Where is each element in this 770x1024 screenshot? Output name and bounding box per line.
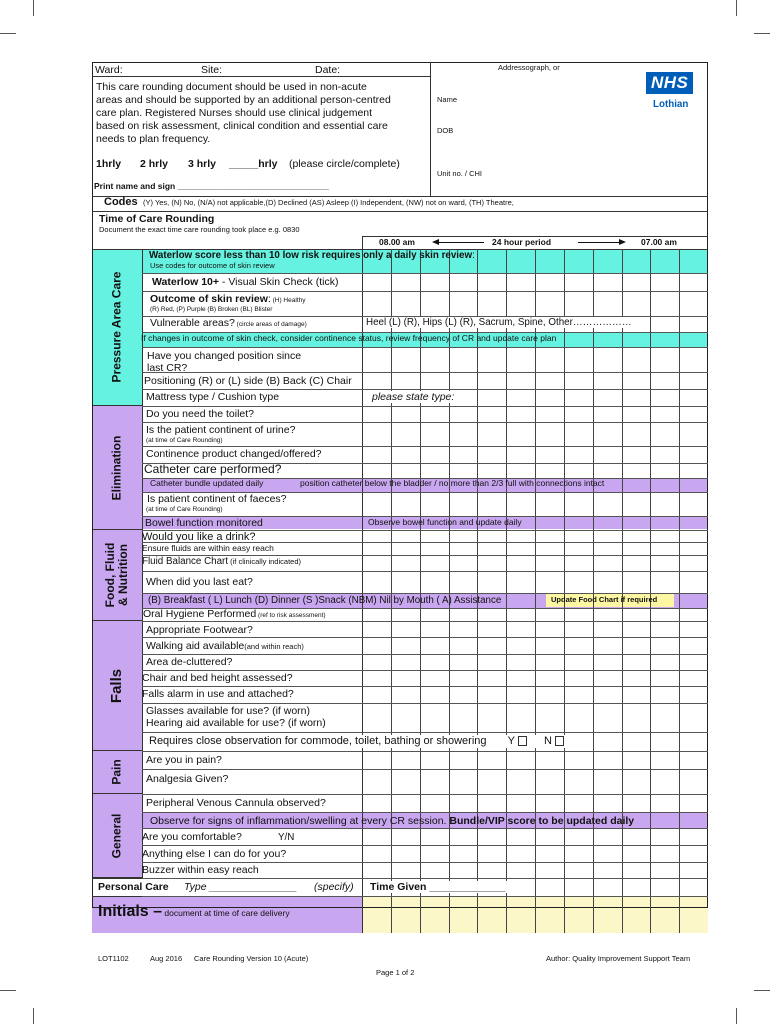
grid-row-line [142,769,708,770]
codes-text: (Y) Yes, (N) No, (N/A) not applicable,(D) Declined (AS) Asleep (I) Independent, (NW) not on ward, (TH) Theatre, [143,198,514,207]
grid-row-line [142,637,708,638]
grid-row-line [142,273,708,274]
grid-row-line [142,670,708,671]
grid-row-line [142,896,708,897]
freq-2hrly[interactable]: 2 hrly [140,158,169,170]
in-pain-label: Are you in pain? [146,754,222,766]
ward-label[interactable]: Ward: [95,64,123,76]
print-name-field[interactable]: Print name and sign ________________________________ [94,181,329,191]
oral-label: Oral Hygiene Performed (ref to risk assessment) [143,608,326,620]
intro-line: needs to plan frequency. [96,133,211,145]
initials-label: Initials – document at time of care delivery [98,903,290,920]
personal-care-type[interactable]: Type _______________ [184,881,298,893]
waterlow-band-title: Waterlow score less than 10 low risk requires only a daily skin review: [149,250,475,261]
fluid-chart-label: Fluid Balance Chart (if clinically indicated) [142,556,301,567]
crop-mark [33,0,34,16]
grid-row-line [142,621,708,622]
outcome-label: Outcome of skin review: (H) Healthy [150,293,306,305]
catheter-position: position catheter below the bladder / no more than 2/3 full with connections intact [300,478,605,488]
freq-custom[interactable]: _____hrly [229,158,278,170]
waterlow-label: Waterlow 10+ - Visual Skin Check (tick) [152,276,339,288]
grid-row-line [142,406,708,407]
unit-no-label: Unit no. / CHI [437,169,483,178]
crop-mark [736,1008,737,1024]
grid-row-line [142,751,708,752]
time-given-field[interactable]: Time Given _____________ [370,881,508,893]
dob-label: DOB [437,126,454,135]
freq-3hrly[interactable]: 3 hrly [188,158,217,170]
crop-mark [0,33,16,34]
grid-column-line [564,249,565,933]
crop-mark [0,990,16,991]
grid-column-line [679,249,680,933]
crop-mark [736,0,737,16]
at-time-note: (at time of Care Rounding) [146,437,223,444]
header-divider [430,62,431,196]
nhs-logo: NHS [646,72,693,94]
chair-bed-label: Chair and bed height assessed? [142,672,293,684]
personal-care-specify: (specify) [314,881,354,893]
grid-column-line [650,249,651,933]
bowel-label: Bowel function monitored [145,517,263,529]
continent-urine-label: Is the patient continent of urine? [146,424,296,436]
time-of-care-subtitle: Document the exact time care rounding took place e.g. 0830 [99,225,300,234]
fluids-reach-label: Ensure fluids are within easy reach [142,543,274,553]
grid-column-line [535,249,536,933]
section-pain: Pain [92,751,142,794]
crop-mark [754,33,770,34]
date-label[interactable]: Date: [315,64,341,76]
grid-row-line [142,372,708,373]
please-state-field[interactable]: please state type: [372,391,457,403]
waterlow-band-sub: Use codes for outcome of skin review [150,261,275,270]
time-start: 08.00 am [379,237,415,247]
codes-label: Codes [104,196,138,208]
skin-changes-note: If changes in outcome of skin check, consider continence status, review frequency of CR and update care plan [141,333,557,343]
catheter-bundle: Catheter bundle updated daily [150,478,264,488]
decluttered-label: Area de-cluttered? [146,656,233,668]
footer-author: Author: Quality Improvement Support Team [546,954,691,963]
lothian-logo-text: Lothian [653,99,689,110]
grid-row-line [142,862,708,863]
section-pressure: Pressure Area Care [92,249,142,406]
footwear-label: Appropriate Footwear? [146,624,253,636]
grid-row-line [142,654,708,655]
site-label[interactable]: Site: [201,64,223,76]
continent-faeces-label: Is patient continent of faeces? [147,493,287,505]
catheter-label: Catheter care performed? [144,462,282,476]
bowel-note: Observe bowel function and update daily [368,517,522,527]
footer-date: Aug 2016 [150,954,183,963]
rule [92,211,708,212]
analgesia-label: Analgesia Given? [146,773,229,785]
drink-label: Would you like a drink? [142,531,256,543]
outcome-codes: (R) Red, (P) Purple (B) Broken (BL) Blister [150,306,273,313]
crop-mark [754,990,770,991]
hearing-label: Hearing aid available for use? (if worn) [146,717,326,729]
grid-column-line [477,249,478,933]
intro-line: based on risk assessment, clinical condition and essential care [96,120,388,132]
grid-column-line [449,249,450,933]
rule [92,196,708,197]
arrow-left [436,242,484,243]
grid-column-line [593,249,594,933]
grid-row-line [142,845,708,846]
meals-codes: (B) Breakfast ( L) Lunch (D) Dinner (S )Snack (NBM) Nil by Mouth ( A) Assistance [148,595,502,606]
arrow-right [578,242,620,243]
header-line [92,76,430,77]
changed-position-label: Have you changed position since [147,350,302,362]
intro-line: This care rounding document should be used in non-acute [96,81,367,93]
time-period: 24 hour period [492,237,552,247]
grid-row-line [142,686,708,687]
time-of-care-title: Time of Care Rounding [99,213,215,225]
intro-line: care plan. Registered Nurses should use clinical judgement [96,107,373,119]
grid-row-line [142,593,708,594]
yn-label: Y/N [278,832,295,843]
falls-alarm-label: Falls alarm in use and attached? [142,688,294,700]
section-general: General [92,794,142,878]
comfortable-label: Are you comfortable? [142,831,242,843]
grid-row-line [142,422,708,423]
crop-mark [33,1008,34,1024]
arrow-right-head [619,239,626,245]
vulnerable-areas[interactable]: Heel (L) (R), Hips (L) (R), Sacrum, Spine, Other……………… [366,317,632,328]
walking-aid-label: Walking aid available(and within reach) [146,640,304,652]
glasses-label: Glasses available for use? (if worn) [146,705,310,717]
observe-note: Observe for signs of inflammation/swelling at every CR session. Bundle/VIP score to be updated daily [150,815,635,827]
section-food: Food, Fluid & Nutrition [92,530,142,621]
mattress-label: Mattress type / Cushion type [146,391,280,403]
footer-code: LOT1102 [98,954,129,963]
grid-row-line [142,703,708,704]
changed-position-label: last CR? [147,362,188,374]
grid-row-line [142,828,708,829]
update-food-note: Update Food Chart if required [551,595,658,604]
grid-column-line [420,249,421,933]
grid-row-line [142,446,708,447]
vulnerable-label: Vulnerable areas? (circle areas of damage) [150,317,307,329]
footer-version: Care Rounding Version 10 (Acute) [194,954,309,963]
grid-row-line [142,389,708,390]
grid-row-line [142,291,708,292]
grid-column-line [506,249,507,933]
continence-product-label: Continence product changed/offered? [146,448,322,460]
pvc-label: Peripheral Venous Cannula observed? [146,797,326,809]
positioning-label: Positioning (R) or (L) side (B) Back (C) Chair [144,375,352,387]
at-time-note: (at time of Care Rounding) [146,506,223,513]
intro-line: areas and should be supported by an additional person-centred [96,94,391,106]
freq-note: (please circle/complete) [289,158,400,170]
grid-row-line [142,794,708,795]
section-falls: Falls [92,621,142,751]
last-eat-label: When did you last eat? [146,576,253,588]
grid-column-line [391,249,392,933]
grid-row-line [142,732,708,733]
grid-row-line [142,878,708,879]
grid-row-line [142,812,708,813]
time-end: 07.00 am [641,237,677,247]
freq-1hrly[interactable]: 1hrly [96,158,122,170]
buzzer-label: Buzzer within easy reach [142,864,259,876]
toilet-label: Do you need the toilet? [146,408,254,420]
footer-page: Page 1 of 2 [376,968,415,977]
arrow-left-head [432,239,439,245]
grid-row-line [142,347,708,348]
yes-checkbox[interactable] [518,736,527,746]
personal-care-label: Personal Care [98,881,169,893]
section-elimination: Elimination [92,406,142,530]
close-obs-label: Requires close observation for commode, toilet, bathing or showering Y N [149,735,568,748]
name-label: Name [437,95,458,104]
grid-row-line [142,571,708,572]
no-checkbox[interactable] [555,736,564,746]
grid-column-line [622,249,623,933]
anything-else-label: Anything else I can do for you? [142,848,287,860]
addressograph-label: Addressograph, or [498,63,560,72]
